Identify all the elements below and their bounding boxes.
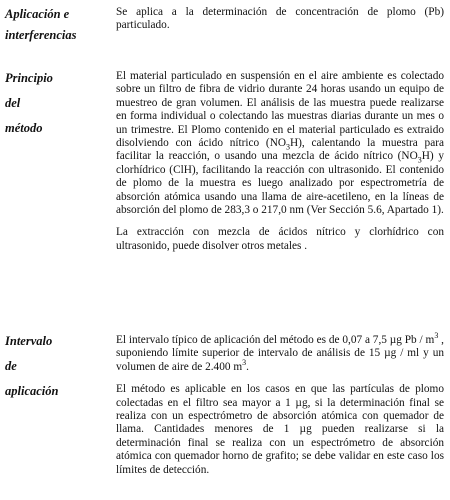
section-label: Principio del método	[5, 71, 53, 135]
section-body	[116, 331, 444, 477]
section-body	[116, 70, 444, 253]
section-body	[116, 6, 444, 33]
paragraph: Se aplica a la determinación de concentración de plomo (Pb) particulado.	[116, 6, 444, 32]
paragraph: El método es aplicable en los casos en que las partículas de plomo colectadas en el filtro sea mayor a 1 µg, si la determinación final se realiza con un espectrómetro de absorción atómica con quemador de llama. Cantidades menores de 1 µg pueden realizarse si la determinación final se realiza con un espectrómetro de absorción atómica con quemador horno de grafito; se debe validar en este caso los límites de detección.	[116, 383, 444, 476]
section-label: Intervalo de aplicación	[5, 334, 59, 398]
paragraph: El intervalo típico de aplicación del método es de 0,07 a 7,5 µg Pb / $m^3$ , suponiendo límite superior de intervalo de análisis de 15 µg / ml y un volumen de aire de 2.400 $m^3$.	[116, 331, 444, 373]
paragraph: La extracción con mezcla de ácidos nítrico y clorhídrico con ultrasonido, puede disolver otros metales .	[116, 226, 444, 252]
paragraph: El material particulado en suspensión en el aire ambiente es colectado sobre un filtro de fibra de vidrio durante 24 horas usando un equipo de muestreo de gran volumen. El análisis de las muestra puede realizarse en forma individual o colectando las muestras diarias durante un mes o un trimestre. El Plomo contenido en el material particulado es extraido disolviendo con ácido nítrico $(NO_3H)$, calentando la muestra para facilitar la reacción, o usando una mezcla de ácido nítrico $(NO_3H)$ y clorhídrico (ClH), facilitando la reacción con ultrasonido. El contenido de plomo de la muestra es luego analizado por espectrometría de absorción atómica usando una llama de aire-acetileno, en la líneas de absorción del plomo de 283,3 o 217,0 nm (Ver Sección 5.6, Apartado 1).	[116, 70, 444, 217]
section-label: Aplicación e interferencias	[5, 7, 77, 42]
